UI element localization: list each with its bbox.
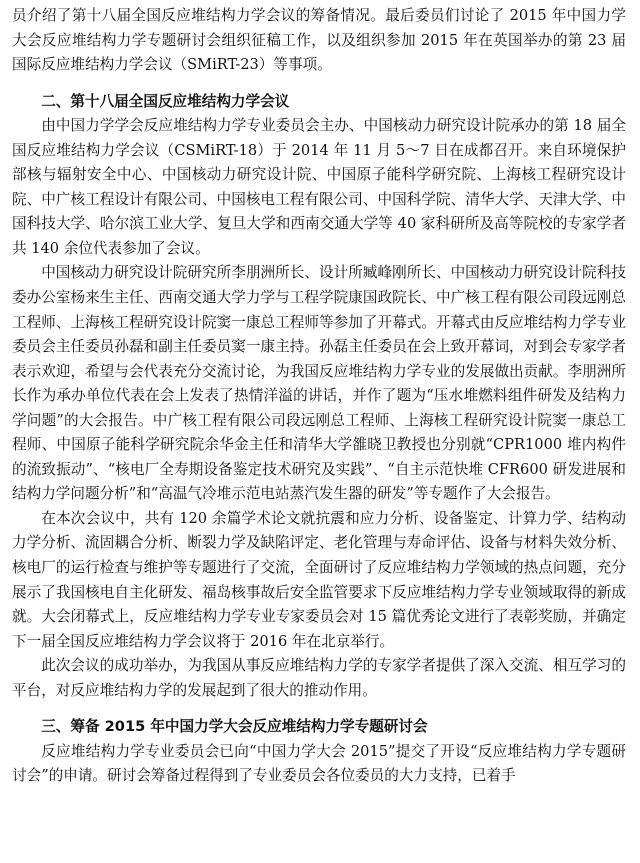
- paragraph-conference-topics: 在本次会议中，共有 120 余篇学术论文就抗震和应力分析、设备鉴定、计算力学、结构动力学分析、流固耦合分析、断裂力学及缺陷评定、老化管理与寿命评估、设备与材料失效分析、核电厂的运行检查与维护等专题进行了交流，全面研讨了反应堆结构力学领域的热点问题，充分展示了我国核电自主化研发、福岛核事故后安全监管要求下反应堆结构力学专业领域取得的新成就。大会闭幕式上，反应堆结构力学专业专家委员会对 15 篇优秀论文进行了表彰奖励，并确定下一届全国反应堆结构力学会议将于 2016 年在北京举行。: [12, 509, 626, 650]
- section-heading-3: 三、筹备 2015 年中国力学大会反应堆结构力学专题研讨会: [41, 718, 428, 736]
- paragraph-symposium-prep: 反应堆结构力学专业委员会已向“中国力学大会 2015”提交了开设“反应堆结构力学专题研讨会”的申请。研讨会筹备过程得到了专业委员会各位委员的大力支持，已着手: [12, 742, 626, 785]
- section-gap: [12, 703, 626, 715]
- paragraph-opening-ceremony: 中国核动力研究设计院研究所李朋洲所长、设计所臧峰刚所长、中国核动力研究设计院科技委办公室杨来生主任、西南交通大学力学与工程学院康国政院长、中广核工程有限公司段远刚总工程师、上海核工程研究设计院窦一康总工程师等参加了开幕式。开幕式由反应堆结构力学专业委员会主任委员孙磊和副主任委员窦一康主持。孙磊主任委员在会上致开幕词，对到会专家学者表示欢迎，希望与会代表充分交流讨论，为我国反应堆结构力学专业的发展做出贡献。李朋洲所长作为承办单位代表在会上发表了热情洋溢的讲话，并作了题为“压水堆燃料组件研发及结构力学问题”的大会报告。中广核工程有限公司段远刚总工程师、上海核工程研究设计院窦一康总工程师、中国原子能科学研究院余华金主任和清华大学雒晓卫教授也分别就“CPR1000 堆内构件的流致振动”、“核电厂全寿期设备鉴定技术研究及实践”、“自主示范快堆 CFR600 研发进展和结构力学问题分析”和“高温气冷堆示范电站蒸汽发生器的研发”等专题作了大会报告。: [12, 264, 626, 503]
- paragraph-intro-continuation: 员介绍了第十八届全国反应堆结构力学会议的筹备情况。最后委员们讨论了 2015 年中国力学大会反应堆结构力学专题研讨会组织征稿工作，以及组织参加 2015 年在英国举办的第 23 届国际反应堆结构力学会议（SMiRT-23）等事项。: [12, 7, 626, 74]
- paragraph-conclusion: 此次会议的成功举办，为我国从事反应堆结构力学的专家学者提供了深入交流、相互学习的平台，对反应堆结构力学的发展起到了很大的推动作用。: [12, 657, 626, 699]
- section-gap: [12, 78, 626, 90]
- section-heading-2: 二、第十八届全国反应堆结构力学会议: [41, 92, 290, 110]
- paragraph-meeting-overview: 由中国力学学会反应堆结构力学专业委员会主办、中国核动力研究设计院承办的第 18 届全国反应堆结构力学会议（CSMiRT-18）于 2014 年 11 月 5～7 日在成都召开。来自环境保护部核与辐射安全中心、中国核动力研究设计院、中国原子能科学研究院、上海核工程研究设计院、中广核工程设计有限公司、中国核电工程有限公司、中国科学院、清华大学、天津大学、中国科技大学、哈尔滨工业大学、复旦大学和西南交通大学等 40 家科研所及高等院校的专家学者共 140 余位代表参加了会议。: [12, 117, 626, 257]
